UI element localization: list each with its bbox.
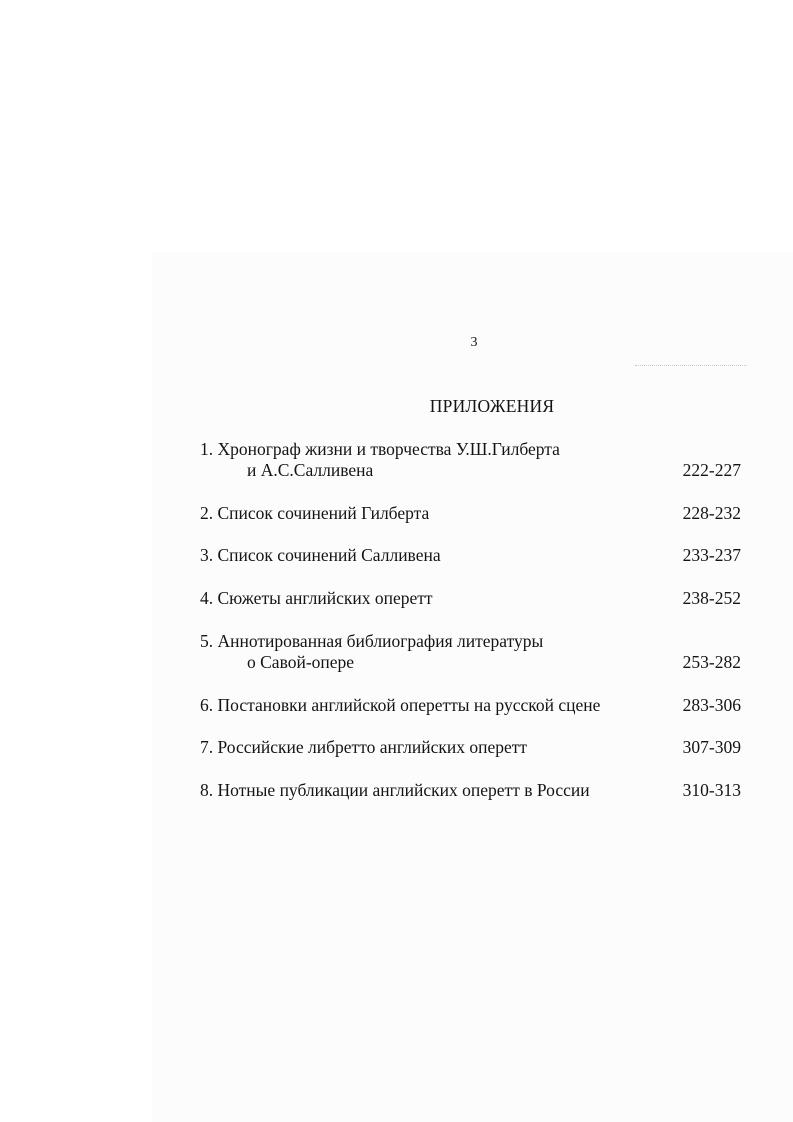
toc-entry-line	[200, 588, 741, 609]
toc-entry-pages: 222-227	[682, 460, 741, 480]
toc-entry-6	[200, 695, 741, 716]
toc-entry-line	[200, 503, 741, 524]
toc-entry-2	[200, 503, 741, 524]
toc-entry-title-line2: и А.С.Салливена	[247, 460, 374, 480]
toc-entry-line	[200, 545, 741, 566]
toc-entry-1	[200, 439, 741, 481]
toc-entry-line	[200, 695, 741, 716]
toc-entry-title-line2: о Савой-опере	[247, 652, 355, 672]
toc-entry-pages: 233-237	[682, 545, 741, 565]
toc-entry-7	[200, 737, 741, 758]
toc-entry-3	[200, 545, 741, 566]
toc-entry-title: 5. Аннотированная библиография литературы	[200, 631, 544, 651]
toc-entry-line	[200, 780, 741, 801]
toc-entry-5	[200, 631, 741, 673]
appendices-heading: ПРИЛОЖЕНИЯ	[429, 396, 555, 416]
toc-entry-title: 6. Постановки английской оперетты на русской сцене	[200, 695, 601, 715]
toc-entry-title: 7. Российские либретто английских оперетт	[200, 737, 528, 757]
toc-entry-pages: 310-313	[682, 780, 741, 800]
toc-entry-pages: 253-282	[682, 652, 741, 672]
toc-entry-line	[200, 737, 741, 758]
toc-entry-title: 3. Список сочинений Салливена	[200, 545, 441, 565]
toc-entry-pages: 283-306	[682, 695, 741, 715]
toc-entry-pages: 238-252	[682, 588, 741, 608]
toc-entry-pages: 307-309	[682, 737, 741, 757]
toc-entry-title: 4. Сюжеты английских оперетт	[200, 588, 433, 608]
toc-entry-8	[200, 780, 741, 801]
page-number: 3	[470, 335, 478, 350]
scan-background	[152, 252, 793, 1122]
toc-entry-title-continued	[200, 460, 741, 481]
toc-entry-title: 8. Нотные публикации английских оперетт в России	[200, 780, 590, 800]
toc-entry-title: 1. Хронограф жизни и творчества У.Ш.Гилберта	[200, 439, 560, 459]
toc-entry-title-continued	[200, 652, 741, 673]
scan-artifact-line	[635, 365, 747, 366]
toc-entry-pages: 228-232	[682, 503, 741, 523]
toc-entry-title: 2. Список сочинений Гилберта	[200, 503, 430, 523]
toc-entry-4	[200, 588, 741, 609]
